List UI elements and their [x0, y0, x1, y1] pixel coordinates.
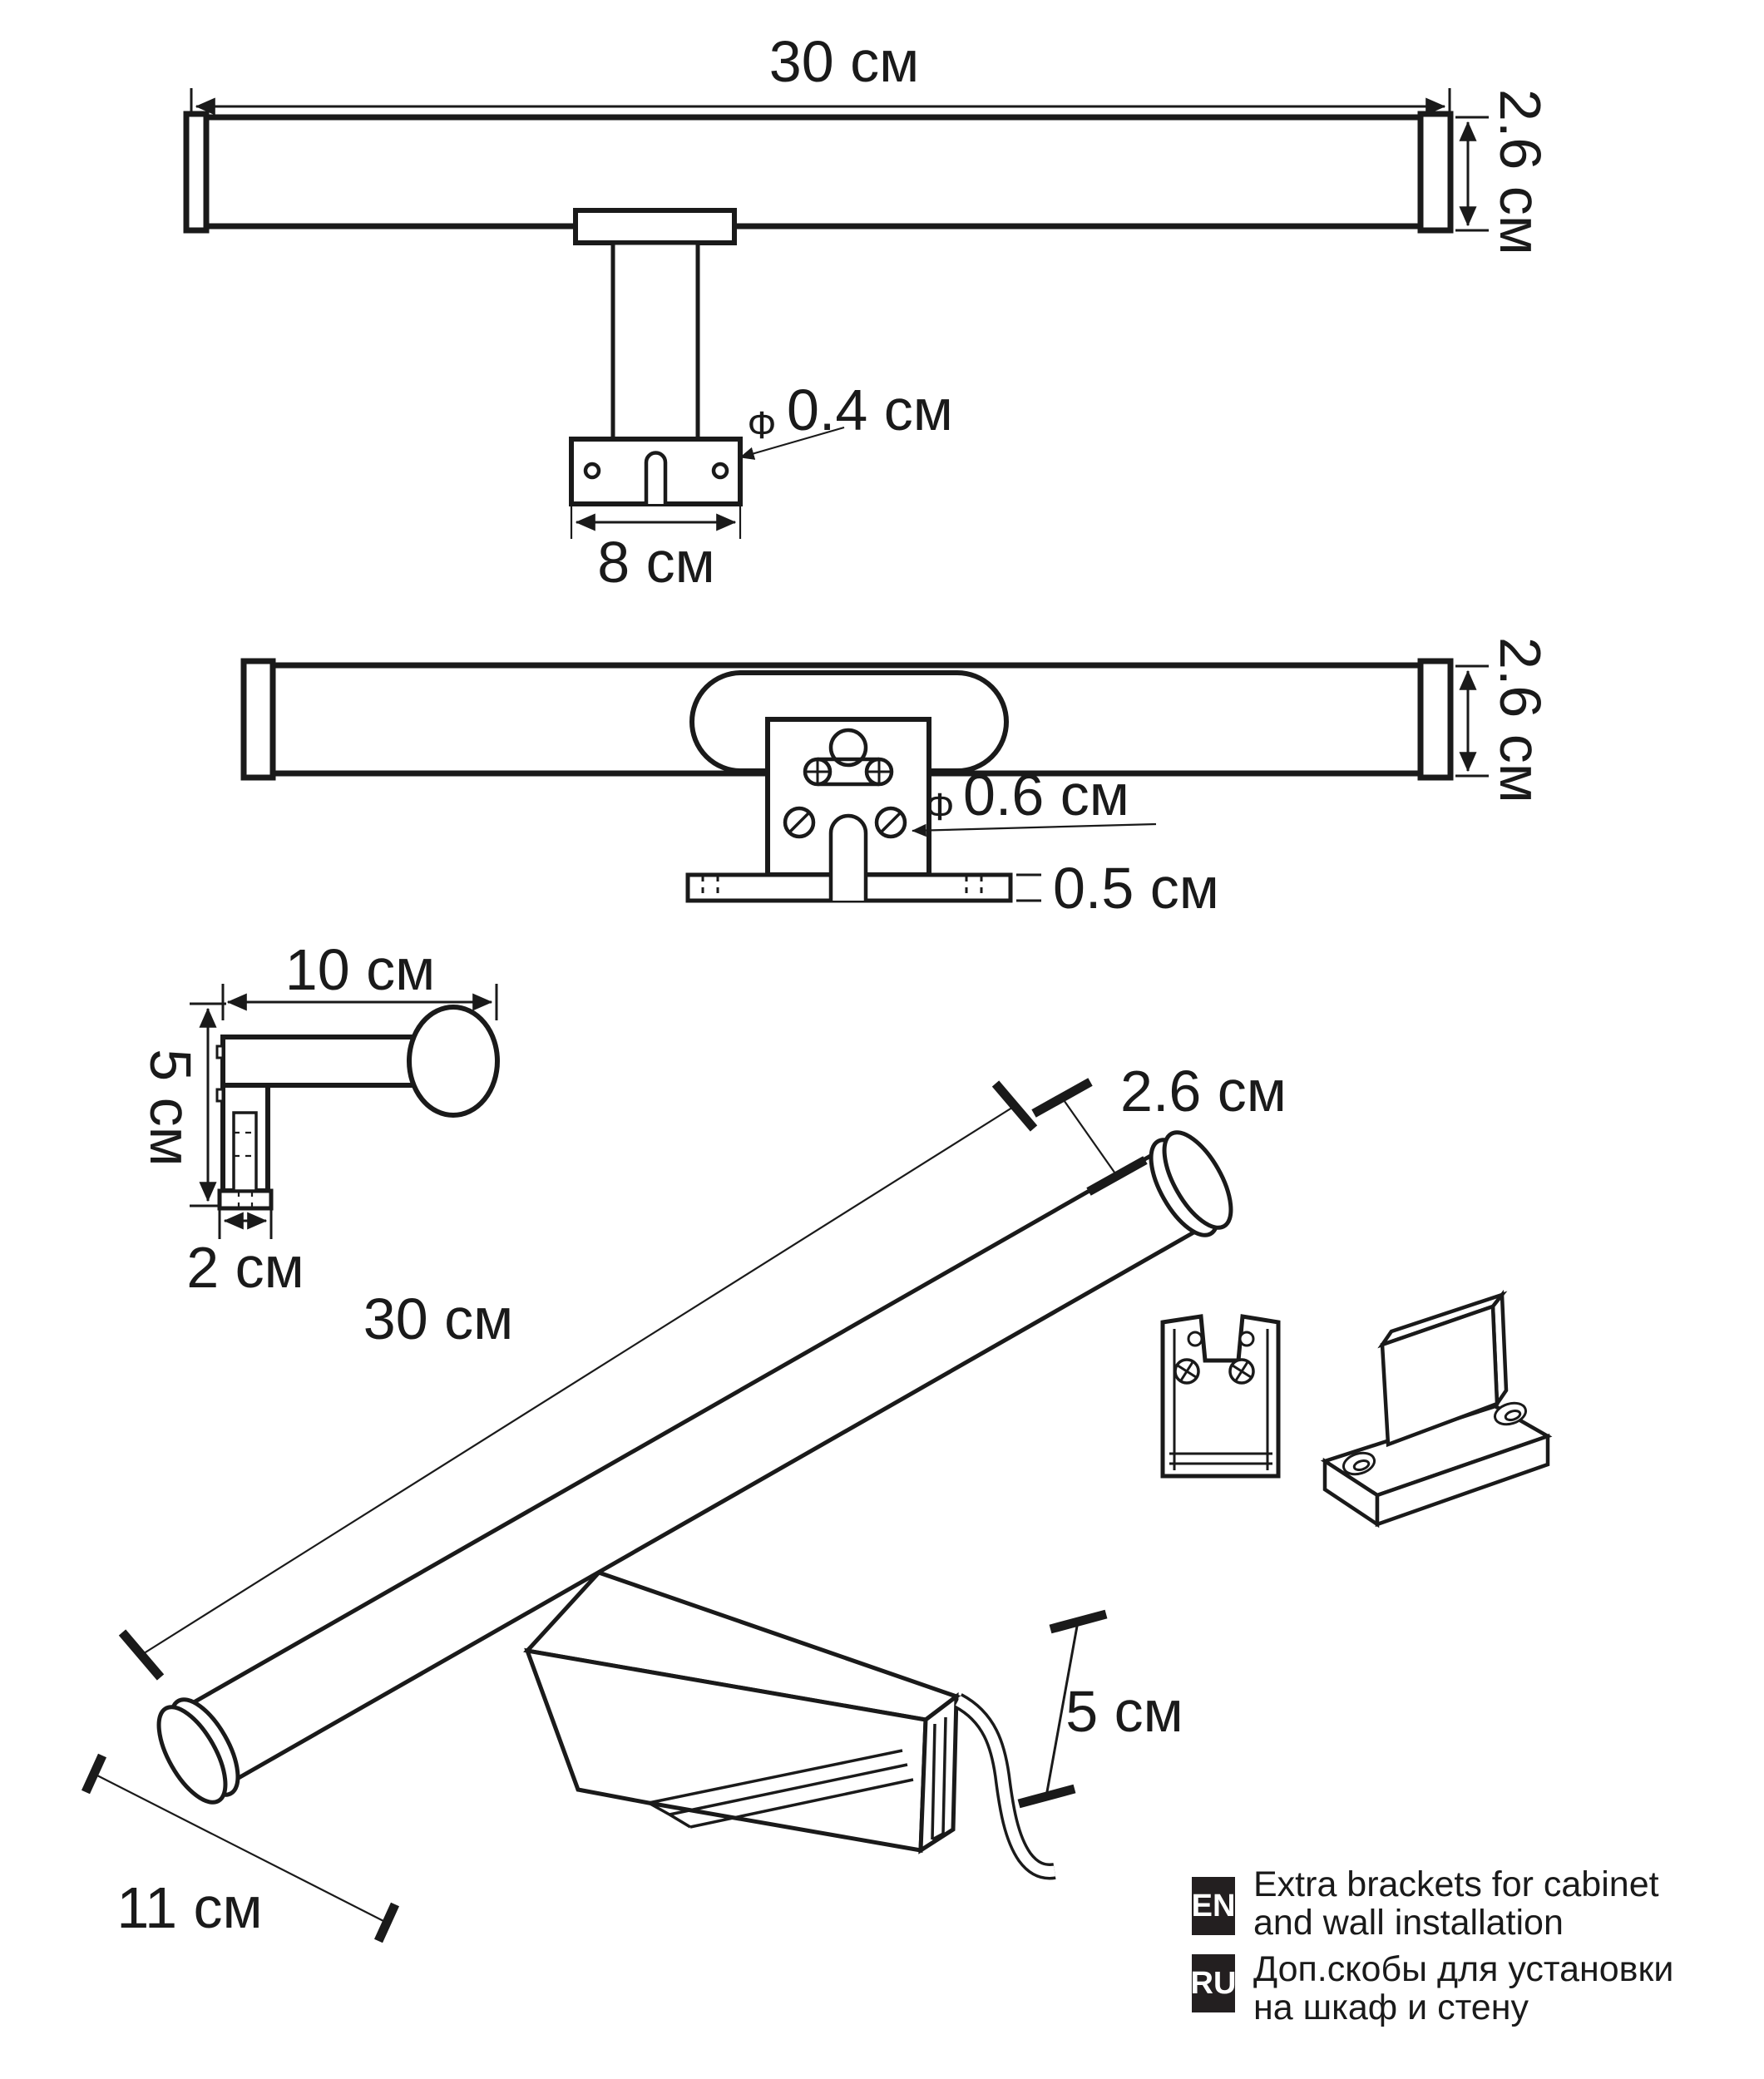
dimension-5cm-perspective	[1019, 1614, 1183, 1804]
dimension-8cm	[571, 506, 740, 595]
ru-line1: Доп.скобы для установки	[1253, 1949, 1674, 1989]
end-cap-right-back	[1421, 661, 1450, 778]
clamp-right-face	[921, 1696, 956, 1850]
side-view	[138, 937, 497, 1300]
end-cap-right	[1421, 114, 1450, 230]
dia-symbol-back: Ф	[925, 785, 955, 828]
side-foot-width-label: 2 см	[186, 1235, 304, 1300]
front-view	[186, 29, 1553, 595]
cabinet-clamp-3d	[527, 1573, 956, 1850]
side-notch-bottom	[217, 1089, 223, 1101]
side-notch-top	[217, 1046, 223, 1058]
back-view	[244, 637, 1553, 921]
dimension-30cm	[191, 29, 1450, 125]
ru-line2: на шкаф и стену	[1253, 1988, 1529, 2027]
side-foot	[220, 1191, 271, 1208]
lamp-bar	[205, 117, 1421, 226]
dimension-26cm-back	[1455, 637, 1553, 803]
perspective-bracket-height-label: 5 см	[1065, 1679, 1183, 1744]
callout-flange-05	[1016, 856, 1219, 921]
flange-thickness-label: 0.5 см	[1053, 856, 1219, 921]
tube-cap-bottom	[146, 1690, 251, 1813]
keyhole-slot-back	[831, 816, 866, 901]
wall-plate-hole-left	[586, 464, 599, 477]
perspective-diameter-label: 2.6 см	[1120, 1059, 1287, 1123]
back-height-label: 2.6 см	[1488, 637, 1553, 803]
callout-hole-04	[740, 378, 953, 457]
hole-dia-label: 0.4 см	[787, 378, 953, 442]
ru-badge-label: RU	[1190, 1966, 1237, 2001]
dimension-26cm-front	[1455, 89, 1553, 255]
cabinet-bracket-hole-right	[1240, 1332, 1253, 1346]
end-cap-left	[186, 114, 206, 230]
dimension-11cm	[86, 1756, 395, 1941]
dia-symbol-front: Ф	[747, 403, 777, 447]
cabinet-bracket-outline	[1163, 1316, 1278, 1476]
legend	[1191, 1864, 1674, 2027]
perspective-base-label: 11 см	[116, 1875, 263, 1940]
pedestal-top-plate	[576, 210, 734, 243]
en-line1: Extra brackets for cabinet	[1253, 1864, 1659, 1904]
side-depth-label: 10 см	[284, 937, 436, 1002]
wall-plate-hole-right	[714, 464, 727, 477]
dimension-2cm	[186, 1202, 304, 1300]
front-length-label: 30 см	[768, 29, 920, 94]
pedestal-stem	[613, 243, 698, 439]
front-height-label: 2.6 см	[1488, 89, 1553, 255]
cabinet-bracket-hole-left	[1188, 1332, 1202, 1346]
plate-width-label: 8 см	[597, 530, 715, 595]
side-arm	[223, 1037, 422, 1085]
en-badge-label: EN	[1191, 1889, 1236, 1923]
tube-cap-top	[1138, 1123, 1244, 1246]
leg-slot	[234, 1113, 256, 1191]
tube-ball-end	[409, 1007, 497, 1115]
en-line2: and wall installation	[1253, 1903, 1564, 1943]
end-cap-left-back	[244, 661, 273, 778]
dimension-5cm-side	[138, 1004, 226, 1206]
power-cable-core	[958, 1701, 1055, 1871]
side-height-label: 5 см	[138, 1049, 203, 1167]
screw-dia-label: 0.6 см	[963, 763, 1129, 827]
keyhole-slot	[646, 453, 665, 505]
perspective-length-label: 30 см	[363, 1286, 514, 1351]
wall-bracket-sketch	[1325, 1295, 1548, 1524]
cabinet-bracket-sketch	[1163, 1316, 1278, 1476]
